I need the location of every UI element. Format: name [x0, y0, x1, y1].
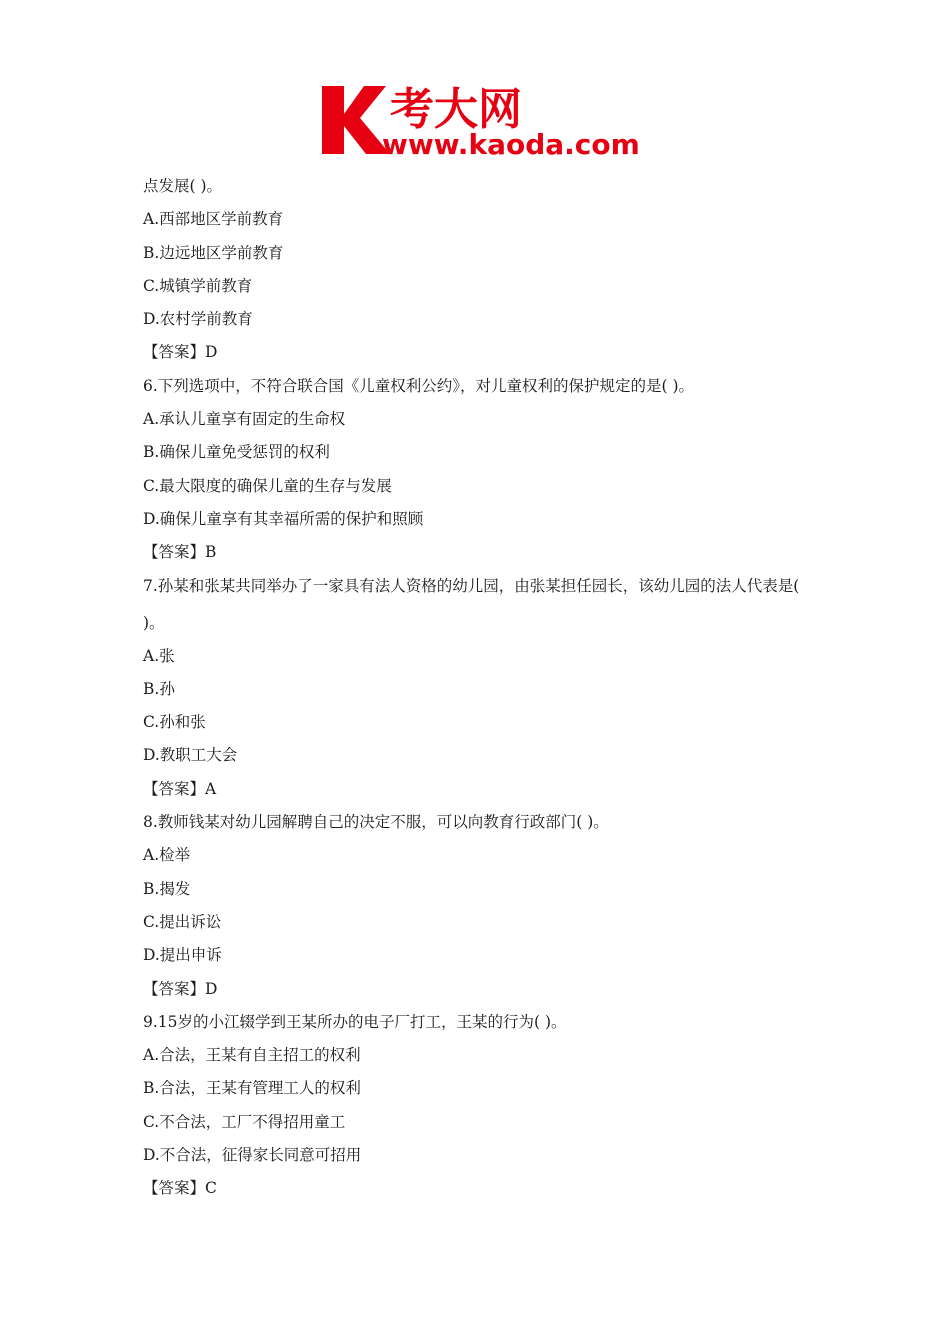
question-8-stem: 8.教师钱某对幼儿园解聘自己的决定不服，可以向教育行政部门( )。: [143, 813, 609, 832]
question-7-stem: 7.孙某和张某共同举办了一家具有法人资格的幼儿园，由张某担任园长，该幼儿园的法人代表是( )。: [143, 576, 800, 632]
question-6-option-b: B.确保儿童免受惩罚的权利: [143, 443, 330, 462]
question-9-option-d: D.不合法，征得家长同意可招用: [143, 1146, 362, 1165]
question-7-answer: 【答案】A: [143, 779, 217, 798]
question-7-option-a: A.张: [143, 646, 175, 665]
question-8-answer: 【答案】D: [143, 979, 218, 998]
logo-brand-text: 考大网: [390, 84, 522, 135]
question-6-option-c: C.最大限度的确保儿童的生存与发展: [143, 476, 392, 495]
kaoda-logo-graphic: [320, 78, 640, 162]
question-8-option-d: D.提出申诉: [143, 946, 222, 965]
question-7-option-b: B.孙: [143, 679, 175, 698]
logo-url-text: www.kaoda.com: [382, 128, 640, 161]
question-5-option-a: A.西部地区学前教育: [143, 210, 284, 229]
question-5-stem-tail: 点发展( )。: [143, 177, 223, 195]
question-8-option-a: A.检举: [143, 846, 191, 865]
question-9-answer: 【答案】C: [143, 1179, 217, 1198]
question-7-option-d: D.教职工大会: [143, 746, 238, 765]
question-9-option-a: A.合法，王某有自主招工的权利: [143, 1046, 361, 1065]
k-mark-icon: [322, 86, 390, 154]
question-6-answer: 【答案】B: [143, 543, 217, 562]
question-5-option-c: C.城镇学前教育: [143, 276, 253, 295]
question-6-stem: 6.下列选项中，不符合联合国《儿童权利公约》，对儿童权利的保护规定的是( )。: [143, 376, 695, 395]
question-5-option-d: D.农村学前教育: [143, 310, 253, 329]
question-5-option-b: B.边远地区学前教育: [143, 243, 284, 262]
question-8-option-c: C.提出诉讼: [143, 912, 222, 931]
question-7-option-c: C.孙和张: [143, 713, 206, 732]
kaoda-logo: [320, 78, 640, 162]
question-6-option-d: D.确保儿童享有其幸福所需的保护和照顾: [143, 509, 424, 528]
question-9-stem: 9.15岁的小江辍学到王某所办的电子厂打工，王某的行为( )。: [143, 1012, 567, 1031]
question-9-option-c: C.不合法，工厂不得招用童工: [143, 1112, 346, 1131]
question-5-answer: 【答案】D: [143, 343, 218, 362]
question-8-option-b: B.揭发: [143, 879, 191, 898]
question-6-option-a: A.承认儿童享有固定的生命权: [143, 410, 346, 429]
question-list: [143, 170, 823, 1206]
question-9-option-b: B.合法，王某有管理工人的权利: [143, 1079, 361, 1098]
